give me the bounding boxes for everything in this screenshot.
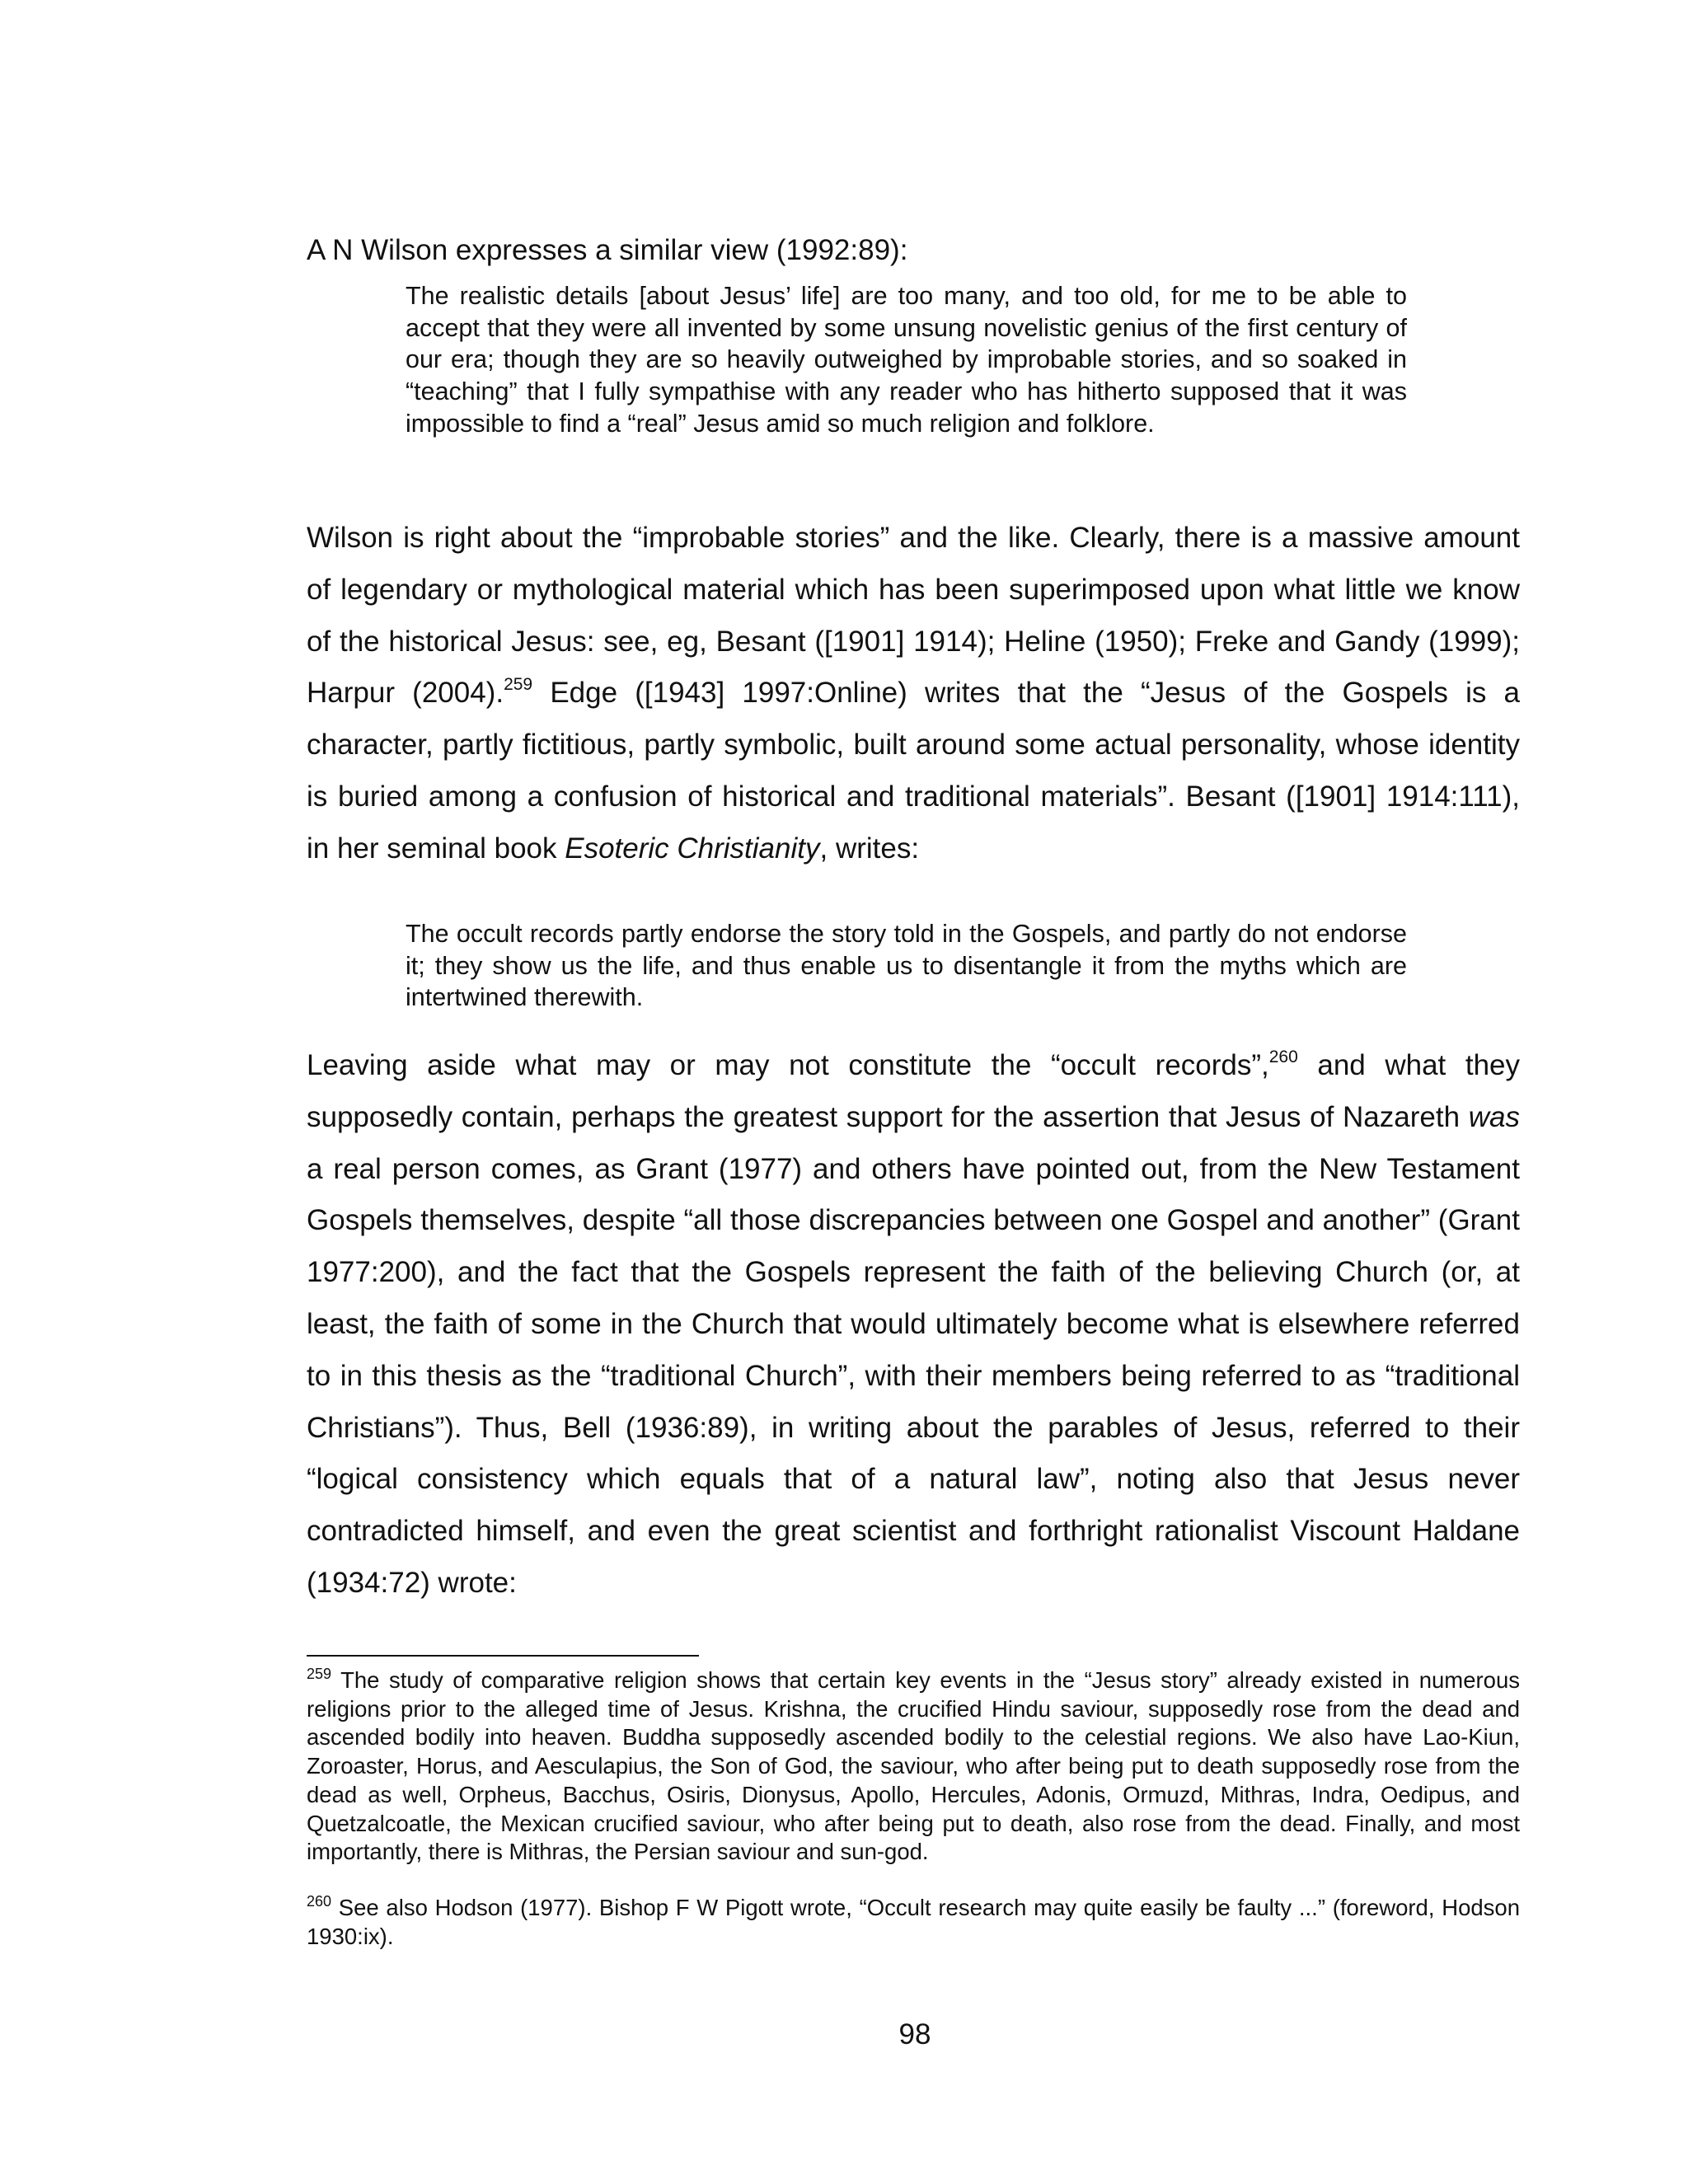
block-quote-besant: The occult records partly endorse the story told in the Gospels, and partly do not endorse it; they show us the life, and thus enable us to disentangle it from the myths which are intertwined therewith. [406, 920, 1407, 1012]
footnote-text: See also Hodson (1977). Bishop F W Pigott wrote, “Occult research may quite easily be faulty ...” (foreword, Hodson 1930:ix). [307, 1895, 1520, 1949]
paragraph-text: Edge ([1943] 1997:Online) writes that the “Jesus of the Gospels is a character, partly fictitious, partly symbolic, built around some actual personality, whose identity is buried among a confusion of historical and traditional materials”. Besant ([1901] 1914:111), in her seminal book [307, 677, 1520, 865]
body-paragraph-1 [307, 513, 1520, 875]
footnote-marker: 259 [307, 1666, 332, 1682]
intro-sentence: A N Wilson expresses a similar view (1992:89): [307, 234, 908, 266]
paragraph-text: Wilson is right about the “improbable stories” and the like. Clearly, there is a massive amount of legendary or mythological material which has been superimposed upon what little we know of the historical Jesus: see, eg, Besant ([1901] 1914); Heline (1950); Freke and Gandy (1999); Harpur (2004). [307, 522, 1520, 710]
block-quote-wilson: The realistic details [about Jesus’ life] are too many, and too old, for me to be able to accept that they were all invented by some unsung novelistic genius of the first century of our era; though they are so heavily outweighed by improbable stories, and so soaked in “teaching” that I fully sympathise with any reader who has hitherto supposed that it was impossible to find a “real” Jesus amid so much religion and folklore. [406, 282, 1407, 438]
paragraph-text: a real person comes, as Grant (1977) and others have pointed out, from the New Testament Gospels themselves, despite “all those discrepancies between one Gospel and another” (Grant 1977:200), and the fact that the Gospels represent the faith of the believing Church (or, at least, the faith of some in the Church that would ultimately become what is elsewhere referred to in this thesis as the “traditional Church”, with their members being referred to as “traditional Christians”). Thus, Bell (1936:89), in writing about the parables of Jesus, referred to their “logical consistency which equals that of a natural law”, noting also that Jesus never contradicted himself, and even the great scientist and forthright rationalist Viscount Haldane (1934:72) wrote: [307, 1152, 1520, 1599]
paragraph-text: , writes: [819, 832, 920, 865]
footnote-separator [307, 1655, 699, 1657]
page-number: 98 [898, 2018, 931, 2050]
footnote-reference-260[interactable]: 260 [1268, 1047, 1298, 1066]
footnote-marker: 260 [307, 1893, 332, 1910]
emphasis-italic: was [1468, 1100, 1520, 1133]
footnote-259 [307, 1666, 1520, 1867]
body-paragraph-2 [307, 1040, 1520, 1610]
footnote-text: The study of comparative religion shows that certain key events in the “Jesus story” already existed in numerous religions prior to the alleged time of Jesus. Krishna, the crucified Hindu saviour, supposedly rose from the dead and ascended bodily into heaven. Buddha supposedly ascended bodily to the celestial regions. We also have Lao-Kiun, Zoroaster, Horus, and Aesculapius, the Son of God, the saviour, who after being put to death supposedly rose from the dead as well, Orpheus, Bacchus, Osiris, Dionysus, Apollo, Hercules, Adonis, Ormuzd, Mithras, Indra, Oedipus, and Quetzalcoatle, the Mexican crucified saviour, who after being put to death, also rose from the dead. Finally, and most importantly, there is Mithras, the Persian saviour and sun-god. [307, 1667, 1520, 1865]
footnote-260 [307, 1894, 1520, 1951]
paragraph-text: and what they supposedly contain, perhaps the greatest support for the assertion that Jesus of Nazareth [307, 1049, 1521, 1133]
paragraph-text: Leaving aside what may or may not constitute the “occult records”, [307, 1049, 1269, 1081]
book-title-italic: Esoteric Christianity [565, 832, 820, 865]
footnote-reference-259[interactable]: 259 [504, 675, 533, 695]
